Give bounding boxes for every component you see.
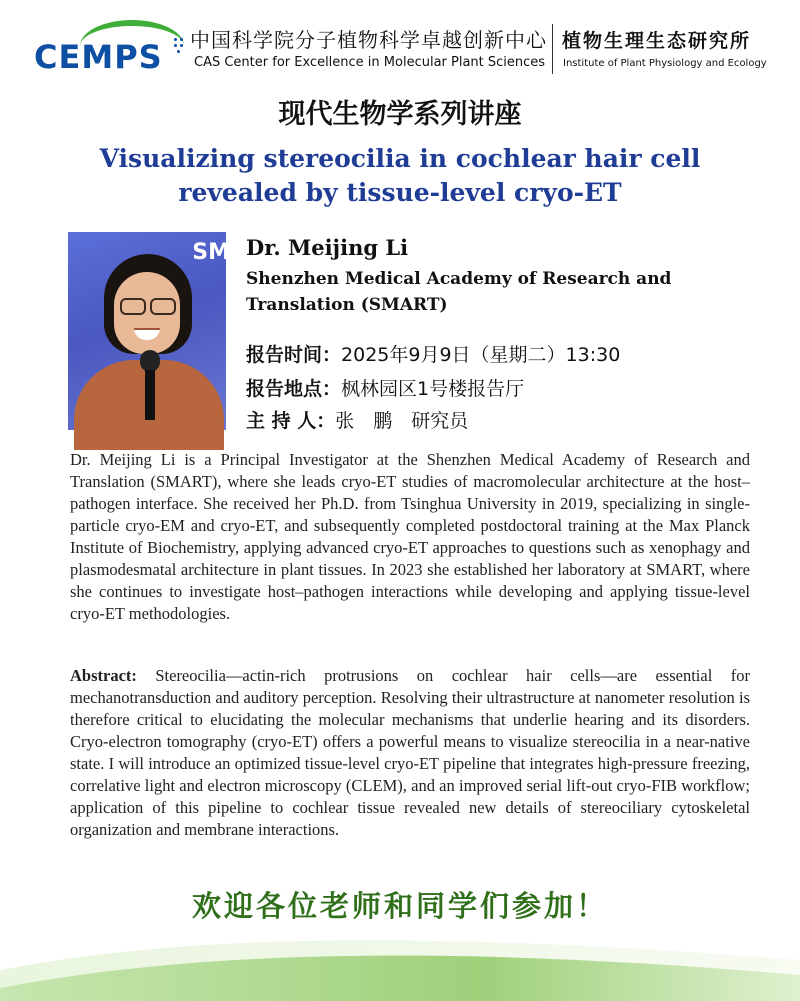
header-divider [552,24,553,74]
talk-host [246,406,468,433]
abstract-label: Abstract: [70,666,137,685]
photo-background-sign: SM [192,240,230,265]
welcome-message: 欢迎各位老师和同学们参加！ [191,889,608,923]
microphone-icon [140,350,160,420]
center-name-en: CAS Center for Excellence in Molecular Plant Sciences [194,55,546,70]
glasses-icon [120,298,176,312]
speaker-name: Dr. Meijing Li [246,235,409,260]
talk-time-value: 2025年9月9日（星期二）13:30 [341,344,621,366]
cemps-logo [30,16,180,76]
center-name-cn: 中国科学院分子植物科学卓越创新中心 [190,28,547,52]
logo-dots-icon [174,38,186,62]
speaker-affiliation: Shenzhen Medical Academy of Research and Translation (SMART) [246,269,672,315]
talk-time-label: 报告时间： [246,344,342,366]
header [0,0,800,92]
talk-title-line1: Visualizing stereocilia in cochlear hair cell [99,144,701,173]
speaker-bio: Dr. Meijing Li is a Principal Investigator at the Shenzhen Medical Academy of Research and Translation (SMART), where she leads cryo-ET studies of macromolecular architecture at the host–pathogen interface. She received her Ph.D. from Tsinghua University in 2019, specializing in single-particle cryo-EM and cryo-ET, and subsequently completed postdoctoral training at the Max Planck Institute of Biochemistry, applying advanced cryo-ET approaches to questions such as xenophagy and plasmodesmatal architecture in plant tissues. In 2023 she established her laboratory at SMART, where she continues to investigate host–pathogen interactions while developing and applying tissue-level cryo-ET methodologies. [70,450,750,623]
abstract-text: Stereocilia—actin-rich protrusions on cochlear hair cells—are essential for mechanotransduction and auditory perception. Resolving their ultrastructure at nanometer resolution is therefore critical to elucidating the molecular mechanisms that underlie hearing and its disorders. Cryo-electron tomography (cryo-ET) offers a powerful means to visualize stereocilia in a near-native state. I will introduce an optimized tissue-level cryo-ET pipeline that integrates high-pressure freezing, correlative light and electron microscopy (CLEM), and an improved serial lift-out cryo-FIB workflow; application of this pipeline to cochlear tissue revealed new details of stereociliary cytoskeletal organization and membrane interactions. [70,666,750,839]
institute-name-cn: 植物生理生态研究所 [562,30,752,52]
speaker-photo [68,232,230,430]
institute-name-en: Institute of Plant Physiology and Ecology [563,58,767,69]
talk-host-label: 主 持 人： [246,410,336,432]
talk-place [246,374,524,401]
talk-title-line2: revealed by tissue-level cryo-ET [178,178,622,207]
series-title: 现代生物学系列讲座 [278,99,522,130]
logo-text: CEMPS [34,38,163,76]
talk-place-label: 报告地点： [246,378,342,400]
talk-title [60,142,740,210]
abstract [70,665,750,841]
talk-place-value: 枫林园区1号楼报告厅 [341,378,525,400]
bottom-wave-decoration [0,930,800,1001]
talk-time [246,340,620,367]
talk-host-value: 张 鹏 研究员 [335,410,469,432]
